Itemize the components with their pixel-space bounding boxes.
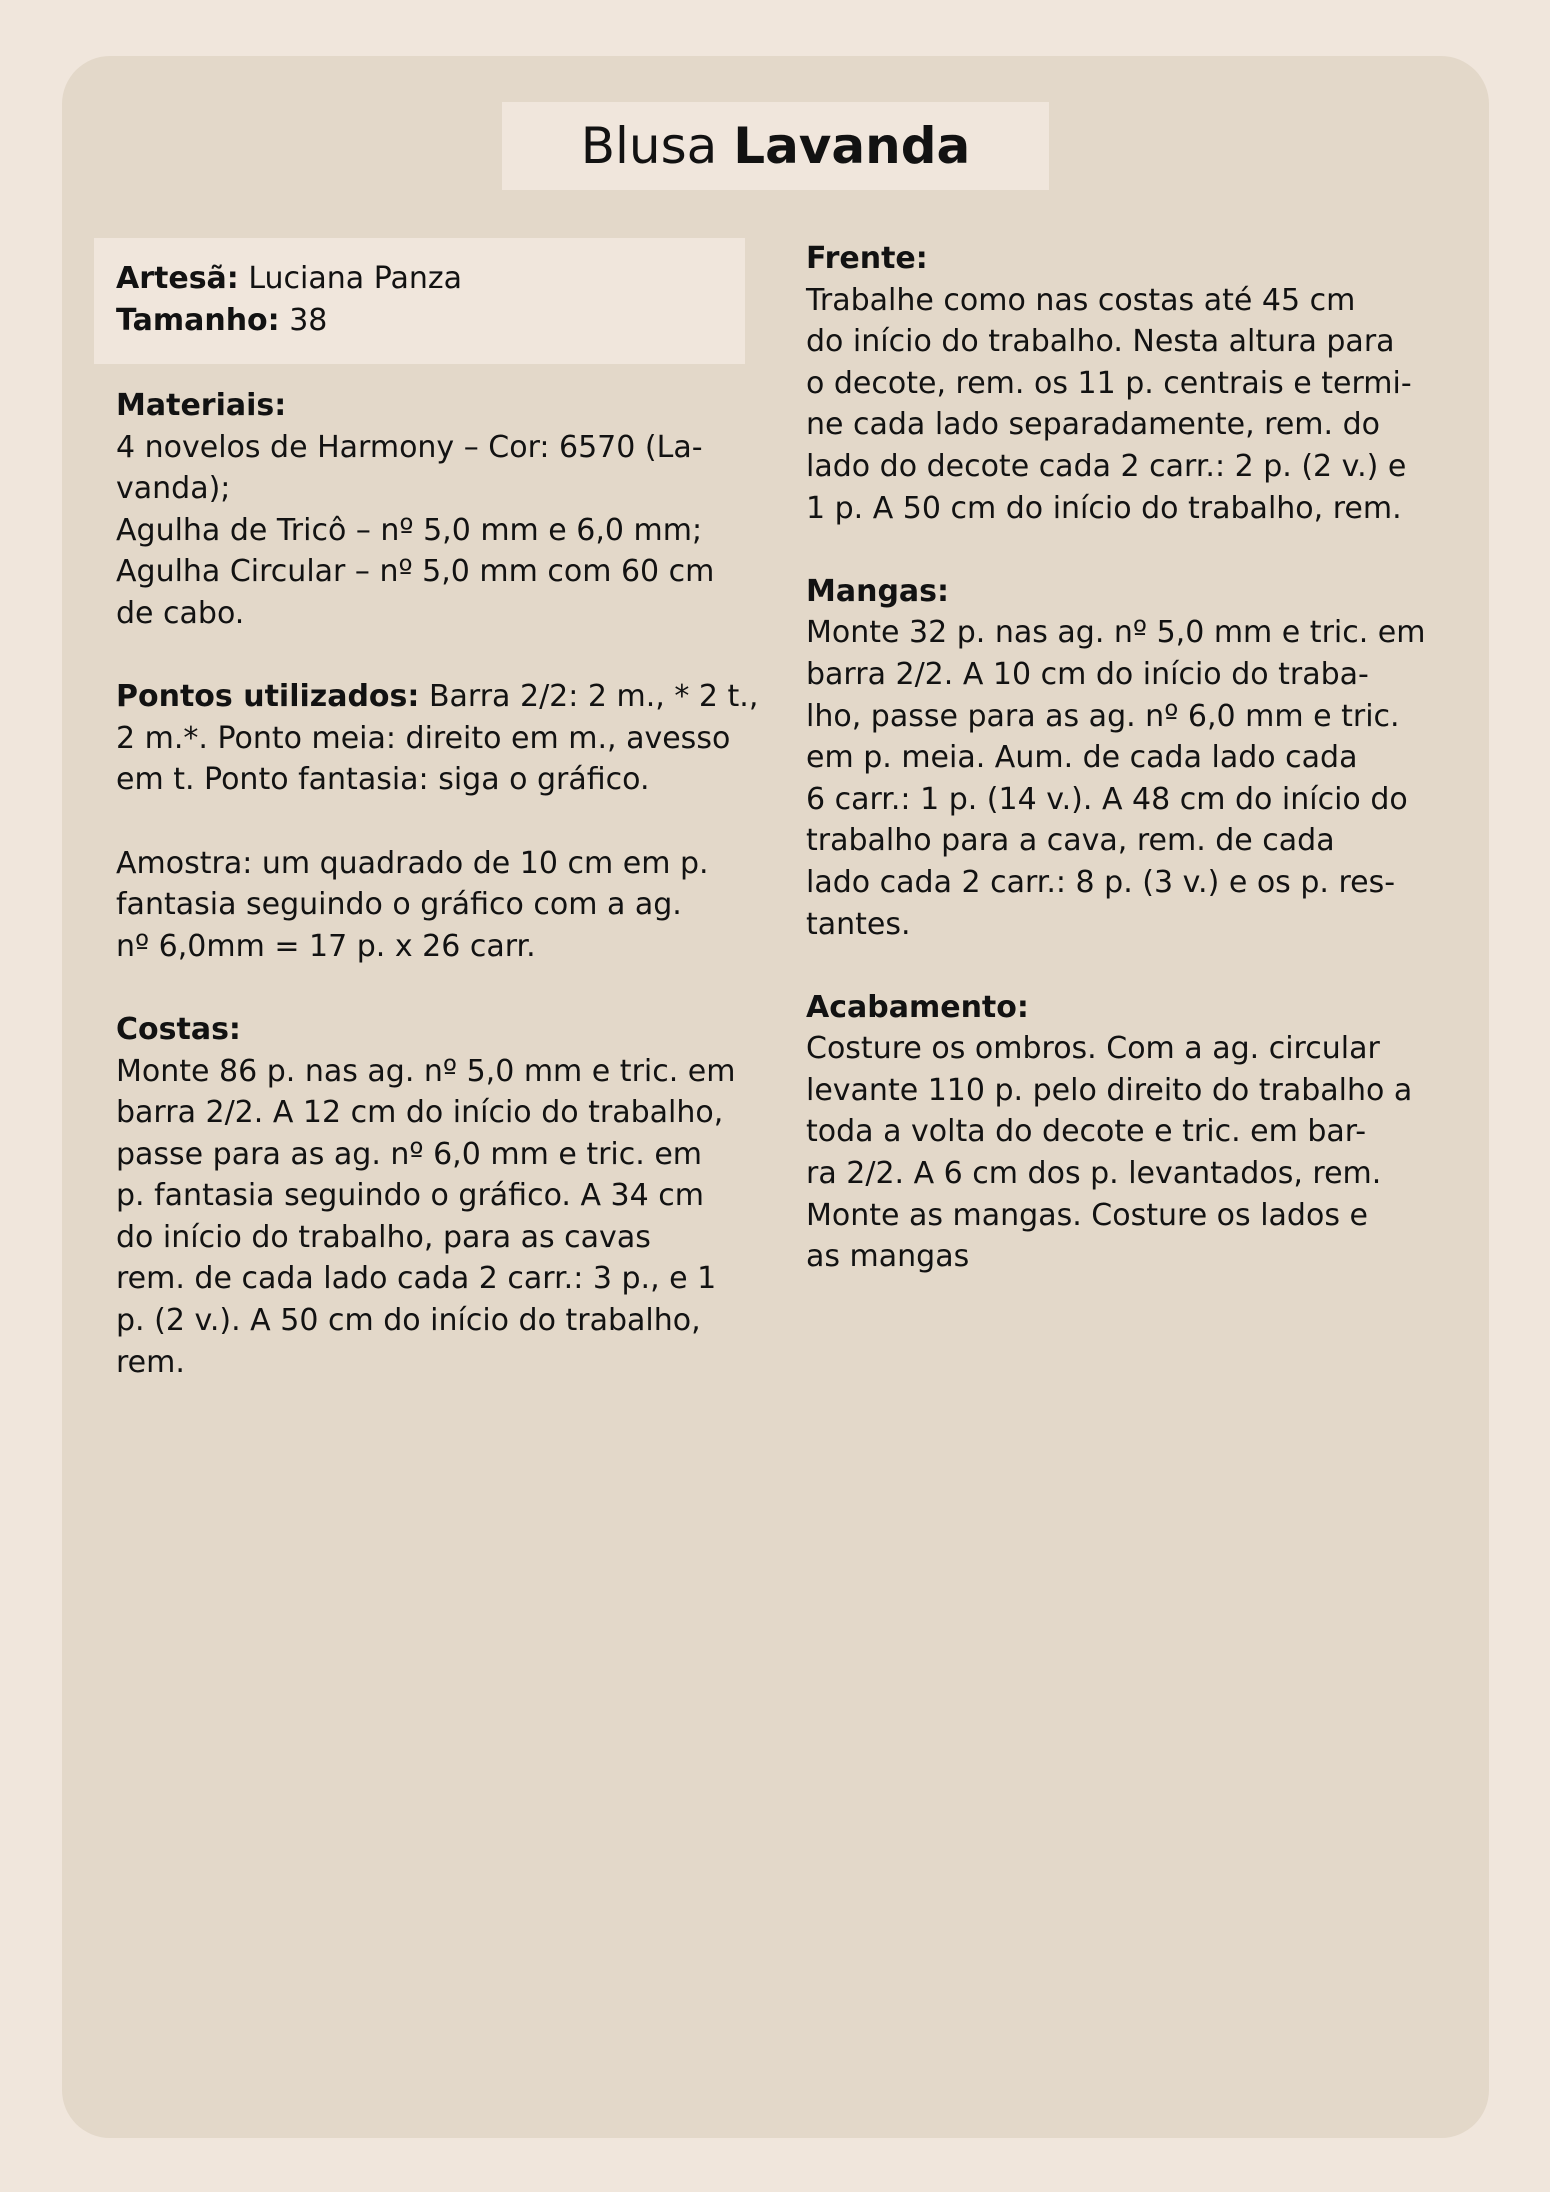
sleeves-line: lado cada 2 carr.: 8 p. (3 v.) e os p. res- (806, 864, 1396, 900)
front-section (806, 238, 1425, 529)
front-line: o decote, rem. os 11 p. centrais e termi- (806, 365, 1412, 401)
stitches-line: em t. Ponto fantasia: siga o gráfico. (116, 762, 650, 798)
finishing-line: toda a volta do decote e tric. em bar- (806, 1114, 1367, 1150)
sleeves-line: trabalho para a cava, rem. de cada (806, 823, 1335, 859)
back-line: rem. de cada lado cada 2 carr.: 3 p., e 1 (116, 1261, 717, 1297)
finishing-line: Costure os ombros. Com a ag. circular (806, 1031, 1380, 1067)
title-name: Lavanda (733, 117, 971, 175)
sleeves-line: em p. meia. Aum. de cada lado cada (806, 740, 1358, 776)
stitches-first-line (116, 676, 758, 718)
sleeves-line: barra 2/2. A 10 cm do início do traba- (806, 656, 1369, 692)
finishing-section (806, 987, 1425, 1278)
front-heading: Frente: (806, 241, 928, 276)
back-heading: Costas: (116, 1011, 241, 1047)
front-line: Trabalhe como nas costas até 45 cm (806, 282, 1356, 318)
finishing-heading: Acabamento: (806, 989, 1029, 1025)
page-title (502, 102, 1049, 190)
info-box (94, 238, 745, 364)
back-line: p. (2 v.). A 50 cm do início do trabalho, (116, 1303, 701, 1339)
sample-line: Amostra: um quadrado de 10 cm em p. (116, 845, 709, 881)
back-line: p. fantasia seguindo o gráfico. A 34 cm (116, 1178, 704, 1214)
front-line: do início do trabalho. Nesta altura para (806, 324, 1395, 360)
left-column (116, 385, 758, 1383)
materials-line: vanda); (116, 471, 231, 507)
front-line: lado do decote cada 2 carr.: 2 p. (2 v.) e (806, 448, 1407, 484)
back-line: Monte 86 p. nas ag. nº 5,0 mm e tric. em (116, 1053, 736, 1089)
front-line: 1 p. A 50 cm do início do trabalho, rem. (806, 490, 1402, 526)
size-value: 38 (289, 303, 328, 338)
finishing-line: ra 2/2. A 6 cm dos p. levantados, rem. (806, 1156, 1382, 1192)
back-section (116, 1009, 758, 1383)
materials-section (116, 385, 758, 635)
back-line: passe para as ag. nº 6,0 mm e tric. em (116, 1136, 702, 1172)
stitches-line: 2 m.*. Ponto meia: direito em m., avesso (116, 720, 731, 756)
sleeves-line: Monte 32 p. nas ag. nº 5,0 mm e tric. em (806, 615, 1426, 651)
stitches-label: Pontos utilizados: (116, 679, 420, 715)
sleeves-heading: Mangas: (806, 573, 950, 609)
size-row (116, 300, 462, 342)
sleeves-line: 6 carr.: 1 p. (14 v.). A 48 cm do início do (806, 781, 1408, 817)
finishing-line: as mangas (806, 1239, 970, 1275)
size-label: Tamanho: (116, 303, 280, 338)
artisan-value: Luciana Panza (248, 261, 462, 296)
sleeves-line: tantes. (806, 906, 911, 942)
back-line: rem. (116, 1344, 185, 1380)
materials-line: Agulha Circular – nº 5,0 mm com 60 cm (116, 554, 715, 590)
back-line: barra 2/2. A 12 cm do início do trabalho, (116, 1095, 724, 1131)
right-column (806, 238, 1425, 1278)
artisan-label: Artesã: (116, 261, 239, 296)
stitches-section (116, 676, 758, 801)
sample-line: nº 6,0mm = 17 p. x 26 carr. (116, 928, 536, 964)
artisan-row (116, 258, 462, 300)
sample-section (116, 843, 758, 968)
title-prefix: Blusa (580, 117, 718, 175)
materials-line: 4 novelos de Harmony – Cor: 6570 (La- (116, 429, 703, 465)
sample-line: fantasia seguindo o gráfico com a ag. (116, 887, 682, 923)
front-line: ne cada lado separadamente, rem. do (806, 407, 1380, 443)
materials-heading: Materiais: (116, 388, 287, 423)
sleeves-section (806, 571, 1425, 945)
materials-line: de cabo. (116, 595, 245, 631)
back-line: do início do trabalho, para as cavas (116, 1219, 651, 1255)
sleeves-line: lho, passe para as ag. nº 6,0 mm e tric. (806, 698, 1400, 734)
finishing-line: levante 110 p. pelo direito do trabalho a (806, 1072, 1413, 1108)
materials-line: Agulha de Tricô – nº 5,0 mm e 6,0 mm; (116, 512, 703, 548)
finishing-line: Monte as mangas. Costure os lados e (806, 1197, 1368, 1233)
stitches-first-line-text: Barra 2/2: 2 m., * 2 t., (428, 679, 759, 715)
